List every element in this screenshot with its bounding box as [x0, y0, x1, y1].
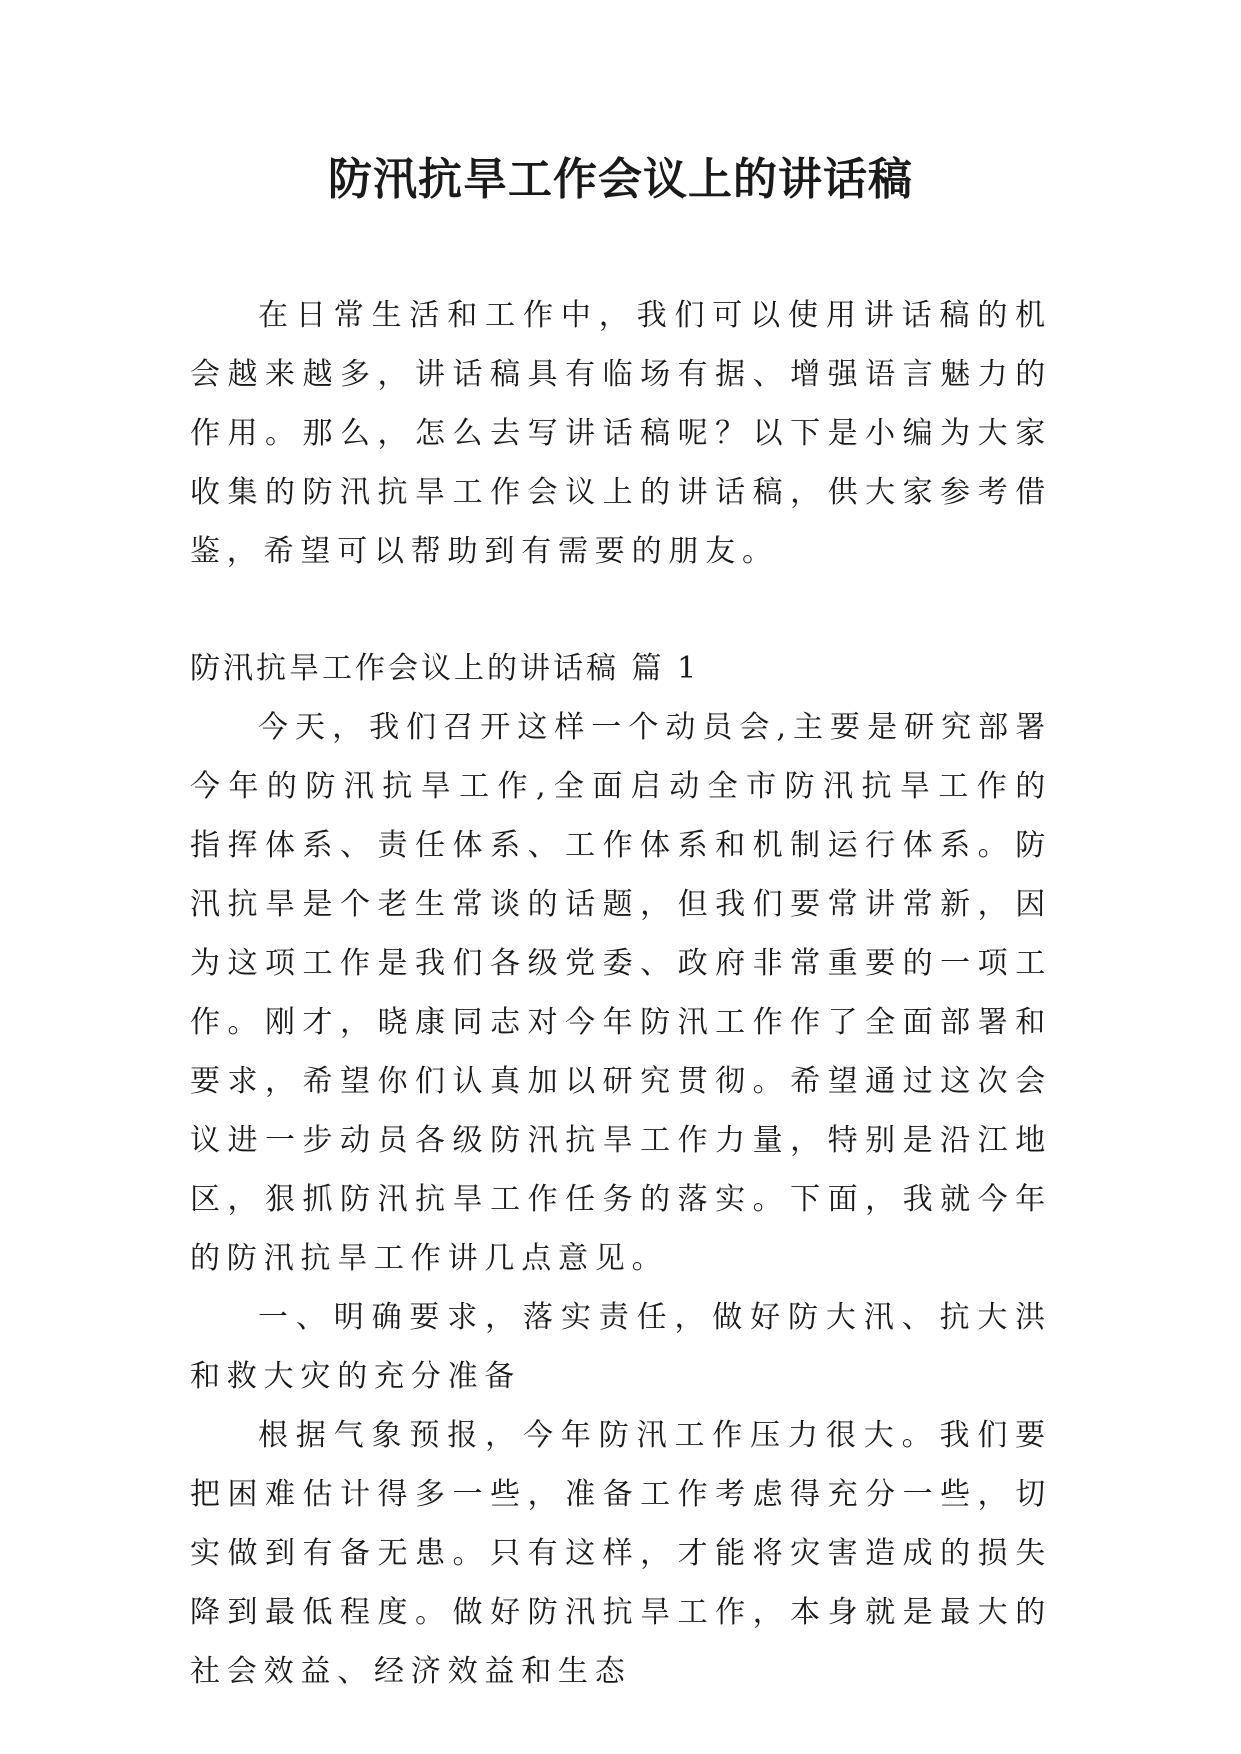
body-paragraph-2: 一、明确要求，落实责任，做好防大汛、抗大洪和救大灾的充分准备	[190, 1300, 1052, 1394]
section-heading: 防汛抗旱工作会议上的讲话稿 篇 1	[190, 651, 700, 686]
main-text	[190, 698, 1052, 1701]
document-title: 防汛抗旱工作会议上的讲话稿	[328, 154, 913, 205]
body-paragraph-1: 今天，我们召开这样一个动员会,主要是研究部署今年的防汛抗旱工作,全面启动全市防汛抗旱工作的指挥体系、责任体系、工作体系和机制运行体系。防汛抗旱是个老生常谈的话题，但我们要常讲常新，因为这项工作是我们各级党委、政府非常重要的一项工作。刚才，晓康同志对今年防汛工作作了全面部署和要求，希望你们认真加以研究贯彻。希望通过这次会议进一步动员各级防汛抗旱工作力量，特别是沿江地区，狠抓防汛抗旱工作任务的落实。下面，我就今年的防汛抗旱工作讲几点意见。	[190, 710, 1052, 1276]
body-paragraph-3: 根据气象预报，今年防汛工作压力很大。我们要把困难估计得多一些，准备工作考虑得充分一些，切实做到有备无患。只有这样，才能将灾害造成的损失降到最低程度。做好防汛抗旱工作，本身就是最大的社会效益、经济效益和生态	[190, 1418, 1052, 1689]
intro-paragraph: 在日常生活和工作中，我们可以使用讲话稿的机会越来越多，讲话稿具有临场有据、增强语言魅力的作用。那么，怎么去写讲话稿呢？以下是小编为大家收集的防汛抗旱工作会议上的讲话稿，供大家参考借鉴，希望可以帮助到有需要的朋友。	[190, 298, 1052, 569]
